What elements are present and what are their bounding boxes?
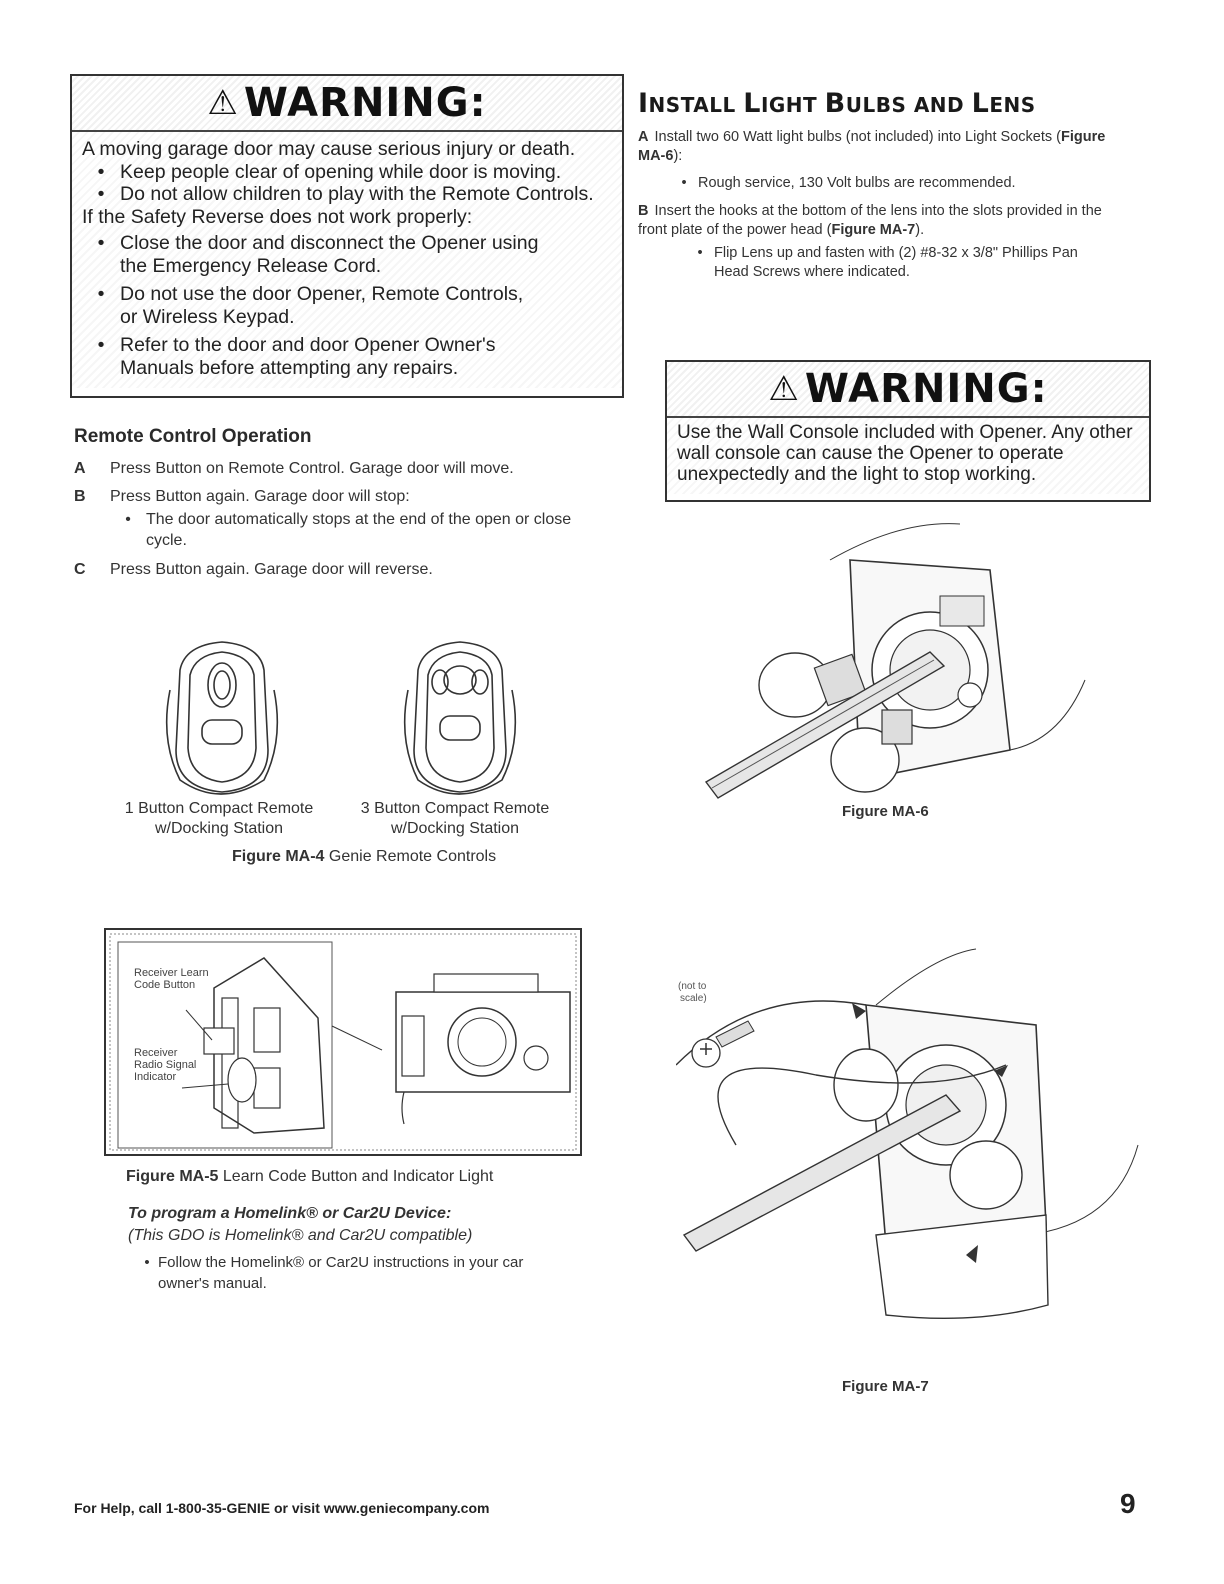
- homelink-heading: To program a Homelink® or Car2U Device:: [128, 1205, 452, 1222]
- radio-indicator-label-3: Indicator: [134, 1071, 177, 1083]
- lens-install-illustration: [676, 945, 1146, 1325]
- figure-ma6-caption: Figure MA-6: [842, 803, 929, 820]
- figure-ma5-caption: Figure MA-5 Learn Code Button and Indicator Light: [126, 1168, 494, 1185]
- warning-bullet: • Do not allow children to play with the Remote Controls.: [97, 183, 594, 205]
- not-to-scale-note-2: scale): [680, 993, 707, 1004]
- remote-step-b: B Press Button again. Garage door will stop:: [74, 488, 410, 505]
- homelink-bullet: • Follow the Homelink® or Car2U instructions in your car owner's manual.: [144, 1254, 524, 1292]
- install-heading: INSTALL LIGHT BULBS AND LENS: [638, 88, 1036, 119]
- warning-intro: A moving garage door may cause serious injury or death.: [82, 138, 576, 160]
- warning-title: WARNING:: [243, 80, 487, 126]
- not-to-scale-note-1: (not to: [678, 981, 707, 992]
- learn-code-illustration: [104, 928, 582, 1158]
- warning-bullet: • Do not use the door Opener, Remote Controls, or Wireless Keypad.: [97, 283, 524, 328]
- warning-bullet: • Close the door and disconnect the Opener using the Emergency Release Cord.: [97, 232, 539, 277]
- learn-code-label-1: Receiver Learn: [134, 967, 209, 979]
- radio-indicator-label-2: Radio Signal: [134, 1059, 197, 1071]
- remote-sub-bullet: • The door automatically stops at the end of the open or close cycle.: [125, 511, 572, 549]
- three-button-remote-icon: [405, 642, 516, 794]
- remote-operation-heading: Remote Control Operation: [74, 426, 312, 447]
- warning-bullet: • Refer to the door and door Opener Owner's Manuals before attempting any repairs.: [97, 334, 496, 379]
- radio-indicator-label-1: Receiver: [134, 1047, 178, 1059]
- learn-code-label-2: Code Button: [134, 979, 196, 991]
- install-bullet-b: • Flip Lens up and fasten with (2) #8-32 x 3/8" Phillips Pan Head Screws where indicated.: [697, 245, 1078, 280]
- warning-body: [72, 132, 622, 388]
- warning-box-2: [665, 360, 1151, 502]
- warning-triangle-icon: ⚠: [768, 370, 799, 408]
- remote-controls-illustration: [160, 640, 540, 800]
- warning-body: [667, 418, 1149, 494]
- warning-box-1: [70, 74, 624, 398]
- remote-step-a: A Press Button on Remote Control. Garage door will move.: [74, 460, 514, 477]
- warning-triangle-icon: ⚠: [207, 84, 238, 122]
- install-step-b: B Insert the hooks at the bottom of the lens into the slots provided in the front plate of the power head (Figure MA-7).: [638, 203, 1102, 238]
- warning-header: [72, 76, 622, 132]
- remote-step-c: C Press Button again. Garage door will reverse.: [74, 561, 433, 578]
- figure-ma7-caption: Figure MA-7: [842, 1378, 929, 1395]
- warning-condition: If the Safety Reverse does not work properly:: [82, 205, 473, 228]
- help-footer: For Help, call 1-800-35-GENIE or visit www.geniecompany.com: [74, 1500, 490, 1516]
- warning-title: WARNING:: [804, 366, 1048, 412]
- warning-bullet: • Keep people clear of opening while door is moving.: [97, 160, 562, 183]
- one-button-remote-icon: [167, 642, 278, 794]
- homelink-subtitle: (This GDO is Homelink® and Car2U compatible): [128, 1227, 473, 1244]
- warning-text: Use the Wall Console included with Opener. Any other wall console can cause the Opener to operate unexpectedly and the light to stop working.: [677, 422, 1133, 485]
- install-step-a: A Install two 60 Watt light bulbs (not included) into Light Sockets (Figure MA-6):: [638, 129, 1106, 164]
- remote-label-3: 3 Button Compact Remote w/Docking Station: [360, 800, 550, 837]
- remote-label-1: 1 Button Compact Remote w/Docking Station: [124, 800, 314, 837]
- warning-header: [667, 362, 1149, 418]
- page-number: 9: [1120, 1488, 1136, 1519]
- figure-ma4-caption: Figure MA-4 Genie Remote Controls: [232, 848, 497, 865]
- light-bulb-install-illustration: [700, 520, 1100, 805]
- install-bullet-a: • Rough service, 130 Volt bulbs are recommended.: [681, 175, 1016, 191]
